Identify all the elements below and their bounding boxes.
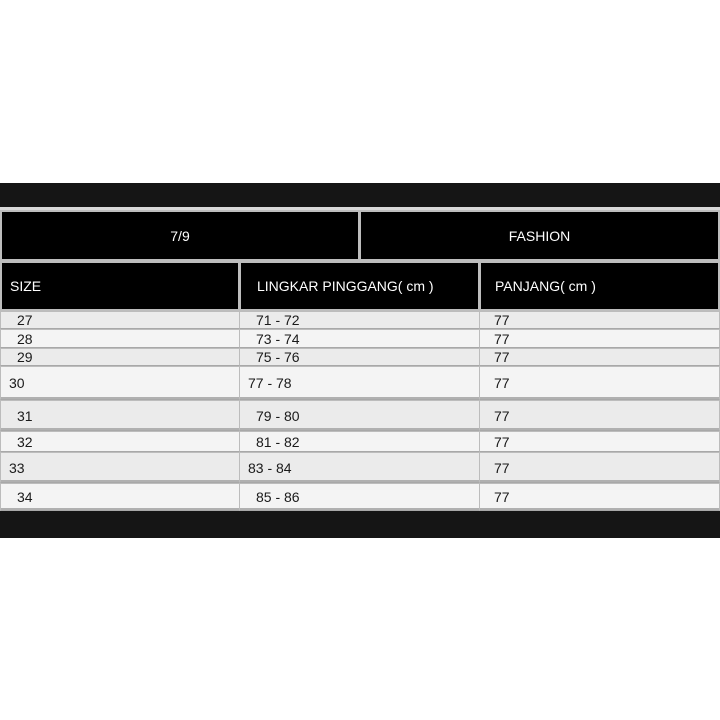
length-cell: 77 — [479, 366, 720, 400]
waist-cell: 77 - 78 — [239, 366, 480, 400]
waist-cell: 85 - 86 — [239, 483, 480, 511]
size-cell: 27 — [0, 311, 240, 329]
length-cell: 77 — [479, 452, 720, 483]
length-column-header: PANJANG( cm ) — [479, 261, 720, 311]
size-cell: 34 — [0, 483, 240, 511]
size-cell: 28 — [0, 329, 240, 348]
waist-cell: 73 - 74 — [239, 329, 480, 348]
size-chart-table — [0, 207, 720, 510]
length-cell: 77 — [479, 348, 720, 366]
length-cell: 77 — [479, 400, 720, 431]
waist-cell: 71 - 72 — [239, 311, 480, 329]
waist-cell: 81 - 82 — [239, 431, 480, 452]
size-cell: 31 — [0, 400, 240, 431]
size-column-header: SIZE — [0, 261, 240, 311]
waist-column-header: LINGKAR PINGGANG( cm ) — [239, 261, 480, 311]
length-cell: 77 — [479, 311, 720, 329]
size-cell: 30 — [0, 366, 240, 400]
size-cell: 29 — [0, 348, 240, 366]
size-cell: 33 — [0, 452, 240, 483]
waist-cell: 79 - 80 — [239, 400, 480, 431]
waist-cell: 83 - 84 — [239, 452, 480, 483]
size-cell: 32 — [0, 431, 240, 452]
waist-cell: 75 - 76 — [239, 348, 480, 366]
length-cell: 77 — [479, 329, 720, 348]
brand-right-cell: FASHION — [359, 210, 720, 261]
length-cell: 77 — [479, 483, 720, 511]
length-cell: 77 — [479, 431, 720, 452]
brand-left-cell: 7/9 — [0, 210, 360, 261]
